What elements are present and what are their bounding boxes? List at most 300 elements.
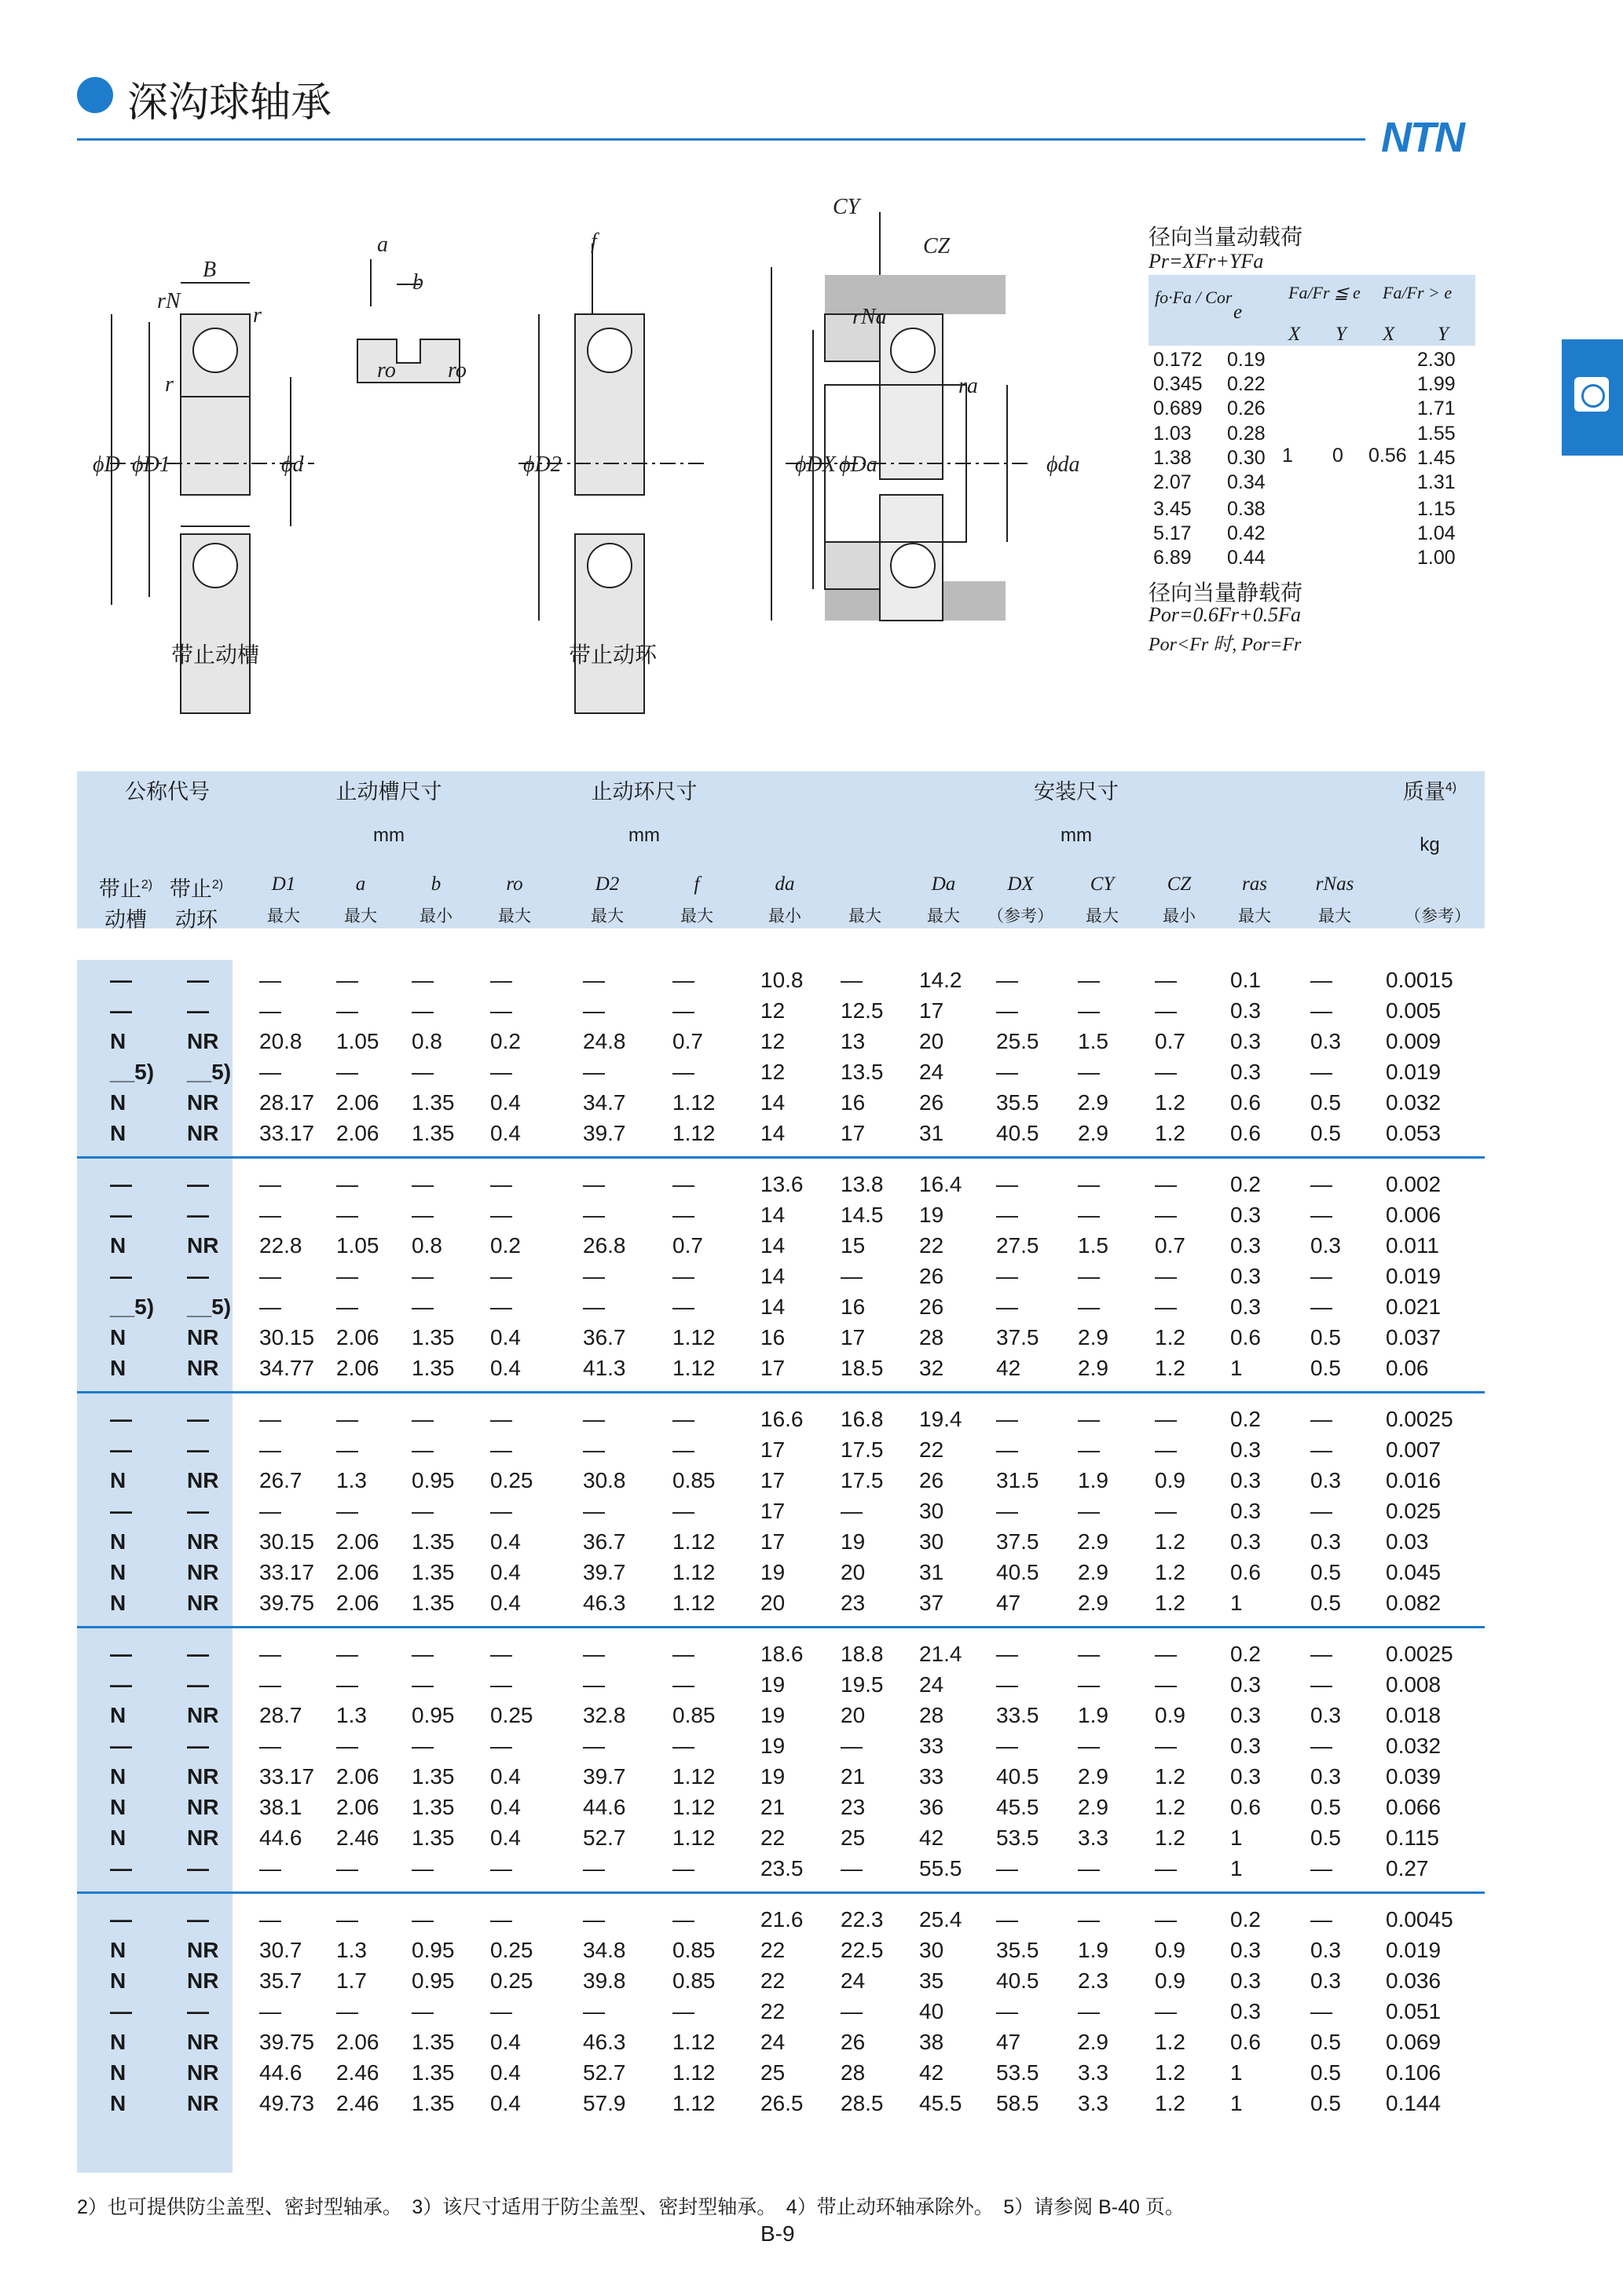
- table-cell: 40.5: [996, 1560, 1039, 1584]
- table-cell: 0.95: [412, 1968, 455, 1993]
- table-cell: 23: [841, 1795, 866, 1819]
- table-cell: —: [187, 998, 209, 1023]
- table-cell: 38: [919, 2030, 944, 2054]
- table-cell: 41.3: [583, 1356, 626, 1380]
- table-cell: —: [259, 1437, 281, 1462]
- table-cell: —: [1310, 1060, 1332, 1084]
- table-cell: 25: [760, 2060, 786, 2085]
- table-cell: —: [412, 1407, 434, 1431]
- table-cell: 16.4: [919, 1172, 962, 1196]
- table-cell: 2.06: [336, 1356, 379, 1380]
- table-cell: 1.9: [1078, 1468, 1108, 1492]
- table-cell: —: [336, 1264, 358, 1288]
- table-row: [77, 1468, 1485, 1499]
- table-cell: —: [1155, 1172, 1177, 1196]
- col-head-limit: 最小: [768, 907, 801, 925]
- table-cell: 19: [760, 1560, 786, 1584]
- table-cell: 22.8: [259, 1233, 302, 1258]
- table-cell: 22.5: [841, 1938, 884, 1962]
- table-cell: 37.5: [996, 1529, 1039, 1554]
- table-cell: —: [1078, 1264, 1100, 1288]
- table-cell: 2.06: [336, 1325, 379, 1349]
- table-cell: 1.12: [672, 2091, 716, 2115]
- table-cell: —: [490, 1437, 512, 1462]
- table-cell: 0.037: [1386, 1325, 1442, 1349]
- table-cell: —: [187, 1642, 209, 1666]
- table-cell: 0.032: [1386, 1090, 1442, 1115]
- table-cell: 1.2: [1155, 1825, 1185, 1850]
- table-cell: —: [672, 1437, 694, 1462]
- table-cell: 0.3: [1230, 1468, 1261, 1492]
- table-cell: 2.9: [1078, 1529, 1108, 1554]
- table-cell: 53.5: [996, 1825, 1039, 1850]
- table-cell: 1.12: [672, 2060, 716, 2085]
- table-cell: 0.7: [672, 1233, 703, 1258]
- table-cell: 0.7: [1155, 1233, 1185, 1258]
- table-cell: 0.03: [1386, 1529, 1429, 1554]
- table-cell: __5): [187, 1294, 232, 1319]
- table-cell: —: [110, 998, 132, 1023]
- table-cell: 26.8: [583, 1233, 626, 1258]
- table-cell: NR: [187, 1764, 219, 1789]
- table-cell: —: [412, 1907, 434, 1932]
- table-cell: 1.35: [412, 2091, 455, 2115]
- table-cell: 38.1: [259, 1795, 302, 1819]
- table-cell: NR: [187, 1938, 219, 1962]
- table-cell: —: [1155, 1907, 1177, 1932]
- table-cell: —: [672, 1999, 694, 2023]
- table-cell: —: [1155, 1060, 1177, 1084]
- svg-text:ϕDa: ϕDa: [839, 452, 877, 477]
- table-cell: 1.05: [336, 1029, 379, 1053]
- table-cell: 0.036: [1386, 1968, 1442, 1993]
- table-cell: —: [412, 1672, 434, 1697]
- table-cell: 27.5: [996, 1233, 1039, 1258]
- table-cell: —: [672, 998, 694, 1023]
- table-cell: 0.2: [1230, 1907, 1261, 1932]
- table-cell: 0.3: [1230, 1029, 1261, 1053]
- table-cell: —: [1310, 1734, 1332, 1758]
- table-cell: —: [412, 1294, 434, 1319]
- table-cell: 0.3: [1230, 1999, 1261, 2023]
- table-cell: —: [583, 968, 605, 992]
- table-row: [77, 1325, 1485, 1356]
- table-cell: —: [1155, 1499, 1177, 1523]
- table-cell: —: [187, 1856, 209, 1880]
- table-row: [77, 2091, 1485, 2122]
- caption-ring: 带止动环: [569, 643, 658, 667]
- factor-e: 0.19: [1227, 349, 1266, 371]
- table-cell: 1: [1230, 1591, 1243, 1615]
- table-cell: 0.9: [1155, 1938, 1185, 1962]
- table-cell: —: [672, 1407, 694, 1431]
- static-load-title: 径向当量静载荷: [1149, 580, 1303, 605]
- col-head-symbol: b: [430, 873, 441, 895]
- table-cell: —: [110, 1734, 132, 1758]
- table-cell: —: [583, 1060, 605, 1084]
- factor-y2: 1.45: [1417, 447, 1456, 469]
- table-cell: 33.17: [259, 1764, 315, 1789]
- table-cell: —: [412, 1642, 434, 1666]
- col-head-limit: 最大: [267, 907, 300, 925]
- table-cell: 40: [919, 1999, 944, 2023]
- factor-col-gt: Fa/Fr > e: [1383, 283, 1453, 302]
- factor-y1-head: Y: [1335, 324, 1346, 345]
- table-cell: 33.17: [259, 1121, 315, 1145]
- table-cell: 0.007: [1386, 1437, 1442, 1462]
- table-cell: —: [841, 1856, 863, 1880]
- table-cell: —: [672, 968, 694, 992]
- col-head-limit: 最小: [419, 907, 452, 925]
- table-cell: 22: [919, 1233, 944, 1258]
- table-cell: 15: [841, 1233, 866, 1258]
- table-cell: 0.4: [490, 1356, 521, 1380]
- table-cell: NR: [187, 2030, 219, 2054]
- table-cell: 0.005: [1386, 998, 1442, 1023]
- table-cell: —: [490, 1499, 512, 1523]
- table-cell: —: [336, 1407, 358, 1431]
- table-cell: —: [187, 1907, 209, 1932]
- table-cell: 0.3: [1230, 1938, 1261, 1962]
- table-cell: 16: [841, 1090, 866, 1115]
- table-cell: 30.15: [259, 1325, 315, 1349]
- table-cell: 1: [1230, 1825, 1243, 1850]
- factor-x2-head: X: [1383, 324, 1395, 345]
- table-cell: N: [110, 1764, 126, 1789]
- svg-text:CY: CY: [833, 195, 860, 219]
- table-cell: 0.019: [1386, 1938, 1442, 1962]
- table-cell: —: [259, 1172, 281, 1196]
- table-cell: 1: [1230, 2091, 1243, 2115]
- table-cell: —: [187, 1203, 209, 1227]
- table-cell: 0.8: [412, 1233, 442, 1258]
- table-cell: 17: [760, 1468, 786, 1492]
- table-cell: 1.3: [336, 1938, 367, 1962]
- table-cell: —: [1155, 1294, 1177, 1319]
- table-row: [77, 1591, 1485, 1621]
- table-cell: 0.3: [1230, 1764, 1261, 1789]
- svg-text:ϕD: ϕD: [93, 452, 120, 477]
- table-cell: 39.8: [583, 1968, 626, 1993]
- table-cell: 1.2: [1155, 1325, 1185, 1349]
- table-cell: NR: [187, 1560, 219, 1584]
- factor-y2: 1.99: [1417, 373, 1456, 395]
- table-cell: 0.3: [1310, 1529, 1341, 1554]
- table-cell: NR: [187, 2060, 219, 2085]
- table-cell: 16: [841, 1294, 866, 1319]
- section-tab[interactable]: [1562, 339, 1623, 456]
- table-cell: 1.12: [672, 1825, 716, 1850]
- table-cell: —: [672, 1642, 694, 1666]
- th-ring: 止动环尺寸: [591, 780, 698, 804]
- table-cell: —: [583, 1999, 605, 2023]
- table-cell: —: [996, 968, 1018, 992]
- group-separator: [77, 1891, 1485, 1894]
- table-cell: —: [336, 1856, 358, 1880]
- table-cell: 44.6: [583, 1795, 626, 1819]
- th-groove-unit: mm: [373, 825, 405, 846]
- page-title: 深沟球轴承: [127, 80, 332, 126]
- table-cell: 19: [841, 1529, 866, 1554]
- table-cell: —: [336, 1060, 358, 1084]
- table-cell: —: [583, 1294, 605, 1319]
- table-cell: 12.5: [841, 998, 884, 1023]
- svg-text:r: r: [165, 372, 174, 397]
- table-cell: 1.35: [412, 1529, 455, 1554]
- table-cell: 1.12: [672, 2030, 716, 2054]
- table-cell: 55.5: [919, 1856, 962, 1880]
- table-cell: —: [110, 1907, 132, 1932]
- table-cell: 17: [841, 1121, 866, 1145]
- svg-text:CZ: CZ: [923, 234, 951, 258]
- dynamic-load-formula: Pr=XFr+YFa: [1149, 250, 1264, 273]
- table-cell: 19: [760, 1672, 786, 1697]
- table-cell: 0.2: [490, 1029, 521, 1053]
- table-cell: 17: [760, 1499, 786, 1523]
- table-cell: 1: [1230, 2060, 1243, 2085]
- table-cell: 17.5: [841, 1437, 884, 1462]
- table-cell: 0.4: [490, 2060, 521, 2085]
- table-cell: 36.7: [583, 1529, 626, 1554]
- table-cell: —: [412, 1264, 434, 1288]
- table-cell: 25.4: [919, 1907, 962, 1932]
- table-cell: —: [672, 1172, 694, 1196]
- col-head-mass-ref: （参考）: [1405, 907, 1471, 925]
- table-cell: NR: [187, 1029, 219, 1053]
- table-row: [77, 1121, 1485, 1152]
- table-cell: —: [583, 1499, 605, 1523]
- table-cell: 28: [841, 2060, 866, 2085]
- table-cell: 53.5: [996, 2060, 1039, 2085]
- table-cell: —: [841, 1734, 863, 1758]
- factor-y2: 1.71: [1417, 397, 1456, 419]
- table-cell: —: [336, 1437, 358, 1462]
- table-cell: 49.73: [259, 2091, 315, 2115]
- table-cell: 0.85: [672, 1468, 716, 1492]
- table-cell: —: [1310, 968, 1332, 992]
- table-cell: 22: [760, 1968, 786, 1993]
- table-cell: 1.35: [412, 2030, 455, 2054]
- table-cell: 16: [760, 1325, 786, 1349]
- table-cell: —: [259, 1499, 281, 1523]
- table-cell: 1.2: [1155, 2060, 1185, 2085]
- table-cell: —: [187, 968, 209, 992]
- table-cell: 0.0015: [1386, 968, 1453, 992]
- svg-text:ϕDX: ϕDX: [795, 452, 836, 477]
- table-cell: 0.016: [1386, 1468, 1442, 1492]
- table-cell: 0.4: [490, 1325, 521, 1349]
- table-cell: —: [259, 1203, 281, 1227]
- table-cell: —: [996, 1172, 1018, 1196]
- table-cell: 44.6: [259, 2060, 302, 2085]
- table-cell: —: [841, 1499, 863, 1523]
- table-cell: NR: [187, 1529, 219, 1554]
- table-cell: 28: [919, 1325, 944, 1349]
- table-cell: 42: [996, 1356, 1021, 1380]
- table-cell: —: [110, 1856, 132, 1880]
- table-cell: —: [583, 1172, 605, 1196]
- table-cell: —: [996, 1437, 1018, 1462]
- table-cell: —: [259, 1264, 281, 1288]
- table-cell: —: [187, 1499, 209, 1523]
- col-head-symbol: da: [775, 873, 795, 895]
- table-cell: 45.5: [919, 2091, 962, 2115]
- table-cell: 23: [841, 1591, 866, 1615]
- header-rule: [77, 138, 1365, 141]
- table-cell: 35: [919, 1968, 944, 1993]
- th-mount: 安装尺寸: [1034, 780, 1119, 804]
- table-cell: 21: [841, 1764, 866, 1789]
- table-cell: 22: [919, 1437, 944, 1462]
- table-cell: 0.106: [1386, 2060, 1442, 2085]
- table-cell: 0.7: [1155, 1029, 1185, 1053]
- table-cell: 24: [919, 1672, 944, 1697]
- svg-text:a: a: [377, 233, 388, 257]
- col-head-symbol: CY: [1090, 873, 1115, 895]
- factor-y1: 0: [1332, 445, 1343, 467]
- table-cell: N: [110, 1968, 126, 1993]
- table-cell: —: [583, 998, 605, 1023]
- table-cell: 18.8: [841, 1642, 884, 1666]
- table-row: [77, 1560, 1485, 1591]
- table-cell: —: [1078, 1499, 1100, 1523]
- table-cell: —: [1078, 1407, 1100, 1431]
- col-head-limit: 最大: [591, 907, 624, 925]
- table-cell: 58.5: [996, 2091, 1039, 2115]
- factor-e: 0.44: [1227, 547, 1266, 569]
- table-cell: 0.5: [1310, 1356, 1341, 1380]
- table-cell: 0.2: [1230, 1642, 1261, 1666]
- table-cell: —: [490, 1856, 512, 1880]
- table-cell: —: [412, 1499, 434, 1523]
- table-cell: 20: [841, 1560, 866, 1584]
- factor-x1: 1: [1282, 445, 1293, 467]
- table-cell: 0.3: [1310, 1703, 1341, 1727]
- table-cell: —: [259, 1734, 281, 1758]
- table-cell: 0.019: [1386, 1060, 1442, 1084]
- table-cell: —: [1078, 968, 1100, 992]
- table-cell: 0.4: [490, 1090, 521, 1115]
- table-cell: 0.4: [490, 1795, 521, 1819]
- table-cell: 22.3: [841, 1907, 884, 1932]
- table-cell: 52.7: [583, 1825, 626, 1850]
- table-cell: 1.2: [1155, 1356, 1185, 1380]
- table-cell: 34.7: [583, 1090, 626, 1115]
- col-head-symbol: rNas: [1315, 873, 1354, 895]
- table-cell: 0.053: [1386, 1121, 1442, 1145]
- factor-y2: 1.15: [1417, 498, 1456, 520]
- table-cell: —: [996, 1264, 1018, 1288]
- table-row: [77, 1529, 1485, 1560]
- svg-text:rN: rN: [157, 289, 181, 313]
- table-cell: —: [672, 1264, 694, 1288]
- table-cell: —: [1078, 1203, 1100, 1227]
- table-cell: 42: [919, 1825, 944, 1850]
- table-cell: —: [412, 1203, 434, 1227]
- col-head-limit: 最大: [680, 907, 713, 925]
- table-cell: —: [583, 1907, 605, 1932]
- table-cell: 0.4: [490, 1825, 521, 1850]
- th-ring-unit: mm: [628, 825, 660, 846]
- table-row: [77, 1172, 1485, 1203]
- table-cell: —: [110, 1999, 132, 2023]
- table-cell: —: [187, 1407, 209, 1431]
- table-cell: 46.3: [583, 2030, 626, 2054]
- table-cell: 2.06: [336, 1560, 379, 1584]
- table-cell: 1.35: [412, 1356, 455, 1380]
- col-head-symbol: CZ: [1167, 873, 1192, 895]
- table-cell: —: [1155, 1642, 1177, 1666]
- table-cell: 0.3: [1230, 1529, 1261, 1554]
- table-cell: N: [110, 2091, 126, 2115]
- table-cell: —: [996, 1856, 1018, 1880]
- table-cell: 16.6: [760, 1407, 804, 1431]
- table-cell: —: [187, 1264, 209, 1288]
- table-cell: —: [1310, 1437, 1332, 1462]
- table-cell: 22: [760, 1938, 786, 1962]
- table-cell: N: [110, 1529, 126, 1554]
- col-head-limit: 最大: [498, 907, 531, 925]
- table-cell: NR: [187, 1121, 219, 1145]
- col-head-symbol: ras: [1242, 873, 1267, 895]
- factor-ratio: 3.45: [1153, 498, 1192, 520]
- table-cell: —: [259, 1672, 281, 1697]
- table-cell: —: [1155, 1437, 1177, 1462]
- table-cell: N: [110, 2030, 126, 2054]
- table-cell: —: [1310, 1172, 1332, 1196]
- table-cell: 0.85: [672, 1968, 716, 1993]
- factor-y2: 1.04: [1417, 522, 1456, 544]
- table-cell: —: [1078, 1294, 1100, 1319]
- factor-ratio: 0.689: [1153, 397, 1203, 419]
- table-cell: —: [1310, 1499, 1332, 1523]
- table-cell: NR: [187, 1825, 219, 1850]
- table-cell: —: [259, 1856, 281, 1880]
- factor-ratio: 0.345: [1153, 373, 1203, 395]
- table-row: [77, 1437, 1485, 1468]
- page-number: B-9: [760, 2221, 795, 2246]
- static-load-formula: Por=0.6Fr+0.5Fa: [1149, 603, 1301, 626]
- table-row: [77, 1734, 1485, 1764]
- table-cell: 1.35: [412, 1090, 455, 1115]
- factor-y2: 2.30: [1417, 349, 1456, 371]
- table-cell: —: [996, 1907, 1018, 1932]
- table-cell: 0.009: [1386, 1029, 1442, 1053]
- table-cell: 45.5: [996, 1795, 1039, 1819]
- table-cell: 1.35: [412, 1560, 455, 1584]
- table-cell: 1.12: [672, 1356, 716, 1380]
- th-groove: 止动槽尺寸: [335, 780, 442, 804]
- table-cell: 0.6: [1230, 1090, 1261, 1115]
- table-cell: __5): [110, 1060, 155, 1084]
- table-cell: 24: [919, 1060, 944, 1084]
- table-row: [77, 1060, 1485, 1090]
- table-cell: 0.051: [1386, 1999, 1442, 2023]
- table-cell: 26: [841, 2030, 866, 2054]
- factor-y2: 1.31: [1417, 471, 1456, 493]
- table-cell: 44.6: [259, 1825, 302, 1850]
- svg-text:ϕD2: ϕD2: [523, 452, 562, 477]
- table-row: [77, 1764, 1485, 1795]
- table-row: [77, 1233, 1485, 1264]
- table-row: [77, 1407, 1485, 1437]
- table-cell: 17: [760, 1437, 786, 1462]
- table-cell: —: [996, 1672, 1018, 1697]
- factor-col-ratio: fo·Fa / Cor: [1155, 287, 1233, 307]
- table-cell: 40.5: [996, 1121, 1039, 1145]
- table-cell: 22: [760, 1999, 786, 2023]
- table-cell: 23.5: [760, 1856, 804, 1880]
